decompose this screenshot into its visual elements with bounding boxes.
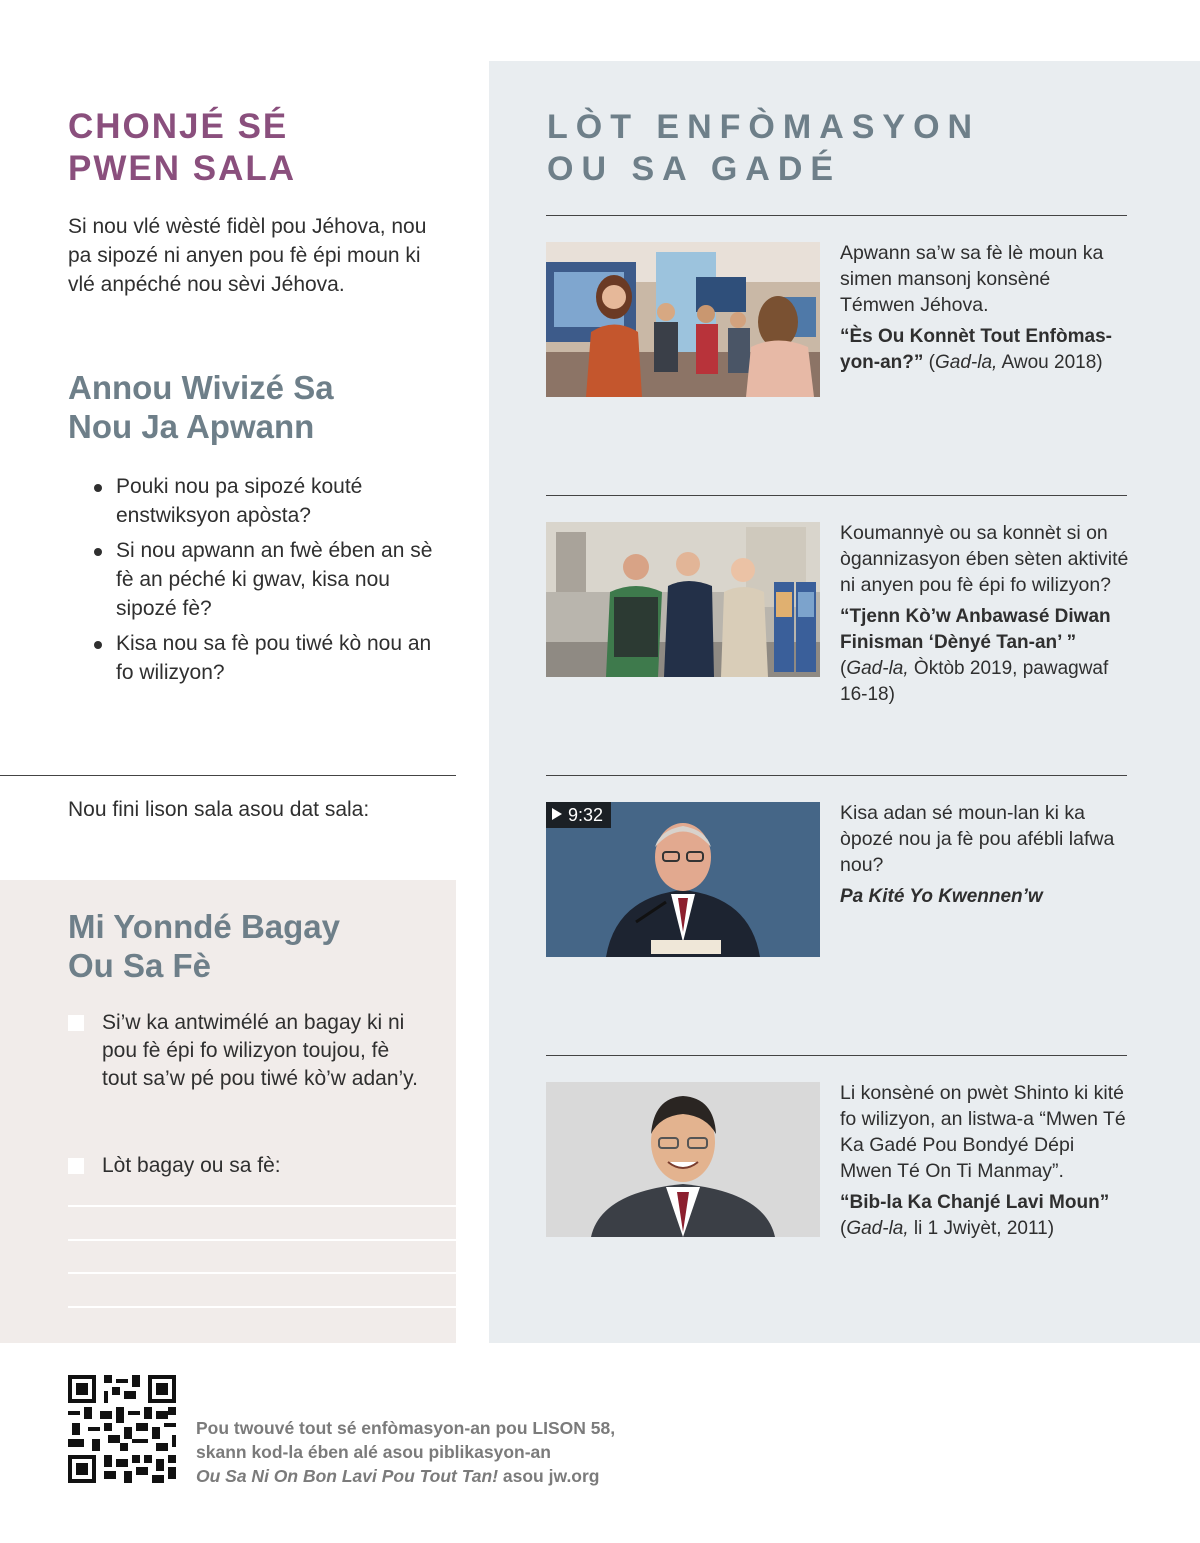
goal-text: Lòt bagay ou sa fè: bbox=[102, 1154, 281, 1177]
entry-reference bbox=[840, 324, 1130, 376]
play-icon[interactable] bbox=[552, 808, 562, 820]
review-title-line1: Annou Wivizé Sa bbox=[68, 369, 334, 406]
more-info-title-line1: LÒT ENFÒMASYON bbox=[547, 108, 981, 146]
entry-divider bbox=[546, 495, 1127, 496]
review-question-list bbox=[94, 472, 444, 693]
footer-line2: skann kod-la ében alé asou piblikasyon-an bbox=[196, 1442, 551, 1462]
write-line[interactable] bbox=[68, 1306, 456, 1308]
review-question: Kisa nou sa fè pou tiwé kò nou an fo wilizyon? bbox=[94, 629, 444, 687]
more-info-title bbox=[547, 106, 1107, 190]
video-entry bbox=[840, 800, 1130, 910]
goal-item bbox=[68, 1009, 428, 1093]
reference-title[interactable]: “Ès Ou Konnèt Tout Enfòmasyon-an?” bbox=[840, 326, 1112, 373]
goal-text: Si’w ka antwimélé an bagay ki ni pou fè épi fo wilizyon toujou, fè tout sa’w pé pou tiwé kò’w adan’y. bbox=[102, 1011, 418, 1090]
entry-divider bbox=[546, 215, 1127, 216]
reference-title[interactable]: “Tjenn Kò’w Anbawasé Diwan Finisman ‘Dènyé Tan-an’ ” bbox=[840, 606, 1111, 653]
footer-line3 bbox=[196, 1464, 656, 1488]
portrait-photo bbox=[546, 1082, 820, 1237]
footer-text bbox=[196, 1416, 656, 1488]
entry-reference bbox=[840, 604, 1130, 708]
video-thumbnail[interactable] bbox=[546, 802, 820, 957]
reference-open: ( bbox=[928, 352, 935, 373]
reference-source: Gad-la, bbox=[846, 1218, 909, 1239]
review-question: Pouki nou pa sipozé kouté enstwiksyon apòsta? bbox=[94, 472, 444, 530]
article-entry bbox=[840, 240, 1130, 376]
entry-divider bbox=[546, 1055, 1127, 1056]
qr-code-icon[interactable] bbox=[68, 1375, 176, 1483]
write-line[interactable] bbox=[68, 1272, 456, 1274]
goal-checkbox[interactable] bbox=[68, 1158, 84, 1174]
video-duration bbox=[546, 802, 611, 828]
review-title bbox=[68, 368, 448, 446]
key-point-title-line2: PWEN SALA bbox=[68, 149, 296, 188]
reference-open: ( bbox=[840, 658, 847, 679]
entry-reference bbox=[840, 1190, 1130, 1242]
article-thumbnail[interactable] bbox=[546, 1082, 820, 1237]
completed-date-line: Nou fini lison sala asou dat sala: bbox=[68, 798, 370, 821]
entry-reference bbox=[840, 884, 1130, 910]
key-point-title-line1: CHONJÉ SÉ bbox=[68, 107, 289, 146]
video-duration-text: 9:32 bbox=[568, 805, 604, 825]
article-thumbnail[interactable] bbox=[546, 242, 820, 397]
entry-divider bbox=[546, 775, 1127, 776]
review-title-line2: Nou Ja Apwann bbox=[68, 408, 315, 445]
entry-description: Koumannyè ou sa konnèt si on ògannizasyon ében sèten aktivité ni anyen pou fè épi fo wilizyon? bbox=[840, 522, 1129, 596]
reference-detail: Òktòb 2019, pawagwaf 16-18) bbox=[840, 658, 1109, 705]
review-question: Si nou apwann an fwè ében an sè fè an péché ki gwav, kisa nou sipozé fè? bbox=[94, 536, 444, 623]
video-title[interactable]: Pa Kité Yo Kwennen’w bbox=[840, 886, 1043, 907]
reference-detail: li 1 Jwiyèt, 2011) bbox=[913, 1218, 1055, 1239]
key-point-title bbox=[68, 106, 448, 190]
article-thumbnail[interactable] bbox=[546, 522, 820, 677]
reference-source: Gad-la, bbox=[935, 352, 998, 373]
goal-item bbox=[68, 1152, 428, 1180]
footer-line1: Pou twouvé tout sé enfòmasyon-an pou LISON 58, bbox=[196, 1418, 616, 1438]
reference-title[interactable]: “Bib-la Ka Chanjé Lavi Moun” bbox=[840, 1192, 1110, 1213]
write-line[interactable] bbox=[68, 1205, 456, 1207]
article-entry bbox=[840, 520, 1130, 708]
goals-title-line1: Mi Yonndé Bagay bbox=[68, 908, 340, 945]
left-divider bbox=[0, 775, 456, 776]
footer-publication[interactable]: Ou Sa Ni On Bon Lavi Pou Tout Tan! bbox=[196, 1466, 499, 1486]
more-info-title-line2: OU SA GADÉ bbox=[547, 150, 842, 188]
goal-checkbox[interactable] bbox=[68, 1015, 84, 1031]
reference-detail: Awou 2018) bbox=[1001, 352, 1103, 373]
key-point-text: Si nou vlé wèsté fidèl pou Jéhova, nou pa sipozé ni anyen pou fè épi moun ki vlé anpéché nou sèvi Jéhova. bbox=[68, 215, 427, 296]
reference-source: Gad-la, bbox=[846, 658, 909, 679]
entry-description: Kisa adan sé moun-lan ki ka òpozé nou ja fè pou afébli lafwa nou? bbox=[840, 802, 1115, 876]
write-line[interactable] bbox=[68, 1239, 456, 1241]
news-media-illustration bbox=[546, 242, 820, 397]
article-entry bbox=[840, 1080, 1130, 1242]
goals-title bbox=[68, 907, 340, 985]
reference-open: ( bbox=[840, 1218, 847, 1239]
footer-line3-suffix: asou jw.org bbox=[502, 1466, 600, 1486]
goals-title-line2: Ou Sa Fè bbox=[68, 947, 212, 984]
entry-description: Apwann sa’w sa fè lè moun ka simen mansonj konsèné Témwen Jéhova. bbox=[840, 242, 1104, 316]
entry-description: Li konsèné on pwèt Shinto ki kité fo wilizyon, an listwa-a “Mwen Té Ka Gadé Pou Bondyé Dépi Mwen Té On Ti Manmay”. bbox=[840, 1082, 1126, 1182]
street-witnessing-photo bbox=[546, 522, 820, 677]
